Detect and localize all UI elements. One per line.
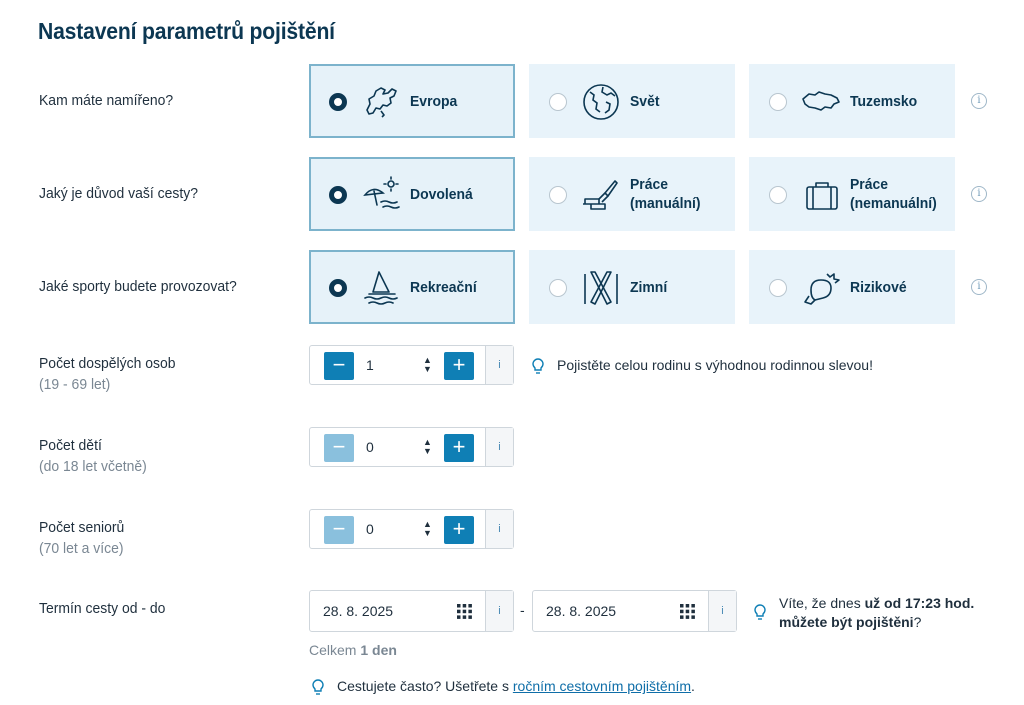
destination-label: Kam máte namířeno?	[39, 92, 174, 109]
radio-prace-nemanualni[interactable]	[769, 186, 787, 204]
seniors-info-button[interactable]: i	[485, 510, 513, 548]
option-rizikove[interactable]	[749, 250, 955, 324]
info-icon-reason[interactable]: i	[971, 186, 987, 202]
sports-label: Jaké sporty budete provozovat?	[39, 278, 237, 295]
seniors-label: Počet seniorů	[39, 519, 125, 536]
option-prace-nemanualni-line2: (nemanuální)	[850, 195, 937, 212]
radio-rekreacni[interactable]	[329, 279, 347, 297]
children-decrement-button[interactable]: −	[324, 434, 354, 462]
option-rizikove-label: Rizikové	[850, 278, 907, 296]
adults-spin-icon[interactable]: ▲ ▼	[423, 355, 432, 374]
reason-label: Jaký je důvod vaší cesty?	[39, 185, 198, 202]
radio-prace-manualni[interactable]	[549, 186, 567, 204]
calendar-icon[interactable]	[680, 604, 695, 619]
children-stepper[interactable]	[309, 427, 514, 467]
calendar-icon[interactable]	[457, 604, 472, 619]
radio-svet[interactable]	[549, 93, 567, 111]
option-prace-nemanualni-label	[850, 159, 937, 229]
option-prace-manualni-line2: (manuální)	[630, 195, 701, 212]
option-zimni-label: Zimní	[630, 278, 668, 296]
adults-decrement-button[interactable]: −	[324, 352, 354, 380]
term-hint-bold-2: můžete být pojištěni	[779, 614, 914, 630]
option-prace-nemanualni-line1: Práce	[850, 176, 889, 193]
adults-value[interactable]: 1	[366, 357, 374, 373]
radio-evropa[interactable]	[329, 93, 347, 111]
date-separator: -	[520, 602, 525, 618]
skis-icon	[581, 268, 621, 308]
children-sublabel: (do 18 let včetně)	[39, 458, 147, 475]
adults-increment-button[interactable]: +	[444, 352, 474, 380]
children-info-button[interactable]: i	[485, 428, 513, 466]
term-hint	[779, 594, 1019, 632]
term-total-prefix: Celkem	[309, 642, 357, 658]
globe-icon	[581, 82, 621, 122]
option-prace-manualni-line1: Práce	[630, 176, 669, 193]
bricks-trowel-icon	[581, 175, 621, 215]
option-dovolena-label: Dovolená	[410, 185, 473, 203]
option-evropa-label: Evropa	[410, 92, 458, 110]
annual-insurance-link[interactable]: ročním cestovním pojištěním	[512, 678, 692, 694]
radio-zimni[interactable]	[549, 279, 567, 297]
seniors-value[interactable]: 0	[366, 521, 374, 537]
option-zimni[interactable]	[529, 250, 735, 324]
option-tuzemsko-label: Tuzemsko	[850, 92, 918, 110]
lightbulb-icon	[530, 357, 546, 375]
term-total	[309, 642, 397, 658]
radio-rizikove[interactable]	[769, 279, 787, 297]
option-rekreacni-label: Rekreační	[410, 278, 477, 296]
europe-map-icon	[361, 82, 401, 122]
adults-sublabel: (19 - 69 let)	[39, 376, 111, 393]
option-tuzemsko[interactable]	[749, 64, 955, 138]
annual-hint-prefix: Cestujete často? Ušetřete s	[337, 678, 509, 694]
children-increment-button[interactable]: +	[444, 434, 474, 462]
option-prace-nemanualni[interactable]	[749, 157, 955, 231]
seniors-sublabel: (70 let a více)	[39, 540, 124, 557]
term-total-value: 1 den	[360, 642, 397, 658]
radio-dovolena[interactable]	[329, 186, 347, 204]
beach-umbrella-icon	[361, 175, 401, 215]
info-icon-sports[interactable]: i	[971, 279, 987, 295]
adults-info-button[interactable]: i	[485, 346, 513, 384]
seniors-stepper[interactable]	[309, 509, 514, 549]
date-to-info-button[interactable]: i	[708, 591, 736, 631]
option-evropa[interactable]	[309, 64, 515, 138]
date-from-info-button[interactable]: i	[485, 591, 513, 631]
term-hint-suffix: ?	[913, 614, 922, 630]
seniors-spin-icon[interactable]: ▲ ▼	[423, 519, 432, 538]
page-title: Nastavení parametrů pojištění	[38, 18, 335, 44]
date-to-value[interactable]: 28. 8. 2025	[546, 603, 617, 619]
date-from-field[interactable]	[309, 590, 514, 632]
seniors-decrement-button[interactable]: −	[324, 516, 354, 544]
children-spin-icon[interactable]: ▲ ▼	[423, 437, 432, 456]
adults-label: Počet dospělých osob	[39, 355, 176, 372]
date-from-value[interactable]: 28. 8. 2025	[323, 603, 394, 619]
adults-hint: Pojistěte celou rodinu s výhodnou rodinnou slevou!	[557, 357, 873, 373]
option-svet-label: Svět	[630, 92, 660, 110]
children-value[interactable]: 0	[366, 439, 374, 455]
children-label: Počet dětí	[39, 437, 102, 454]
radio-tuzemsko[interactable]	[769, 93, 787, 111]
lightbulb-icon	[310, 678, 326, 696]
sailboat-icon	[361, 268, 401, 308]
annual-hint-suffix: .	[691, 678, 695, 694]
adults-stepper[interactable]	[309, 345, 514, 385]
lightbulb-icon	[752, 603, 768, 621]
term-label: Termín cesty od - do	[39, 600, 166, 617]
briefcase-icon	[801, 175, 841, 215]
term-hint-prefix: Víte, že dnes	[779, 595, 861, 611]
option-rekreacni[interactable]	[309, 250, 515, 324]
info-icon-destination[interactable]: i	[971, 93, 987, 109]
boxing-glove-icon	[801, 268, 841, 308]
option-prace-manualni-label	[630, 159, 701, 229]
option-svet[interactable]	[529, 64, 735, 138]
seniors-increment-button[interactable]: +	[444, 516, 474, 544]
term-hint-bold-1: už od 17:23 hod.	[864, 595, 975, 611]
annual-hint	[337, 678, 695, 694]
date-to-field[interactable]	[532, 590, 737, 632]
czech-map-icon	[801, 82, 841, 122]
option-prace-manualni[interactable]	[529, 157, 735, 231]
option-dovolena[interactable]	[309, 157, 515, 231]
